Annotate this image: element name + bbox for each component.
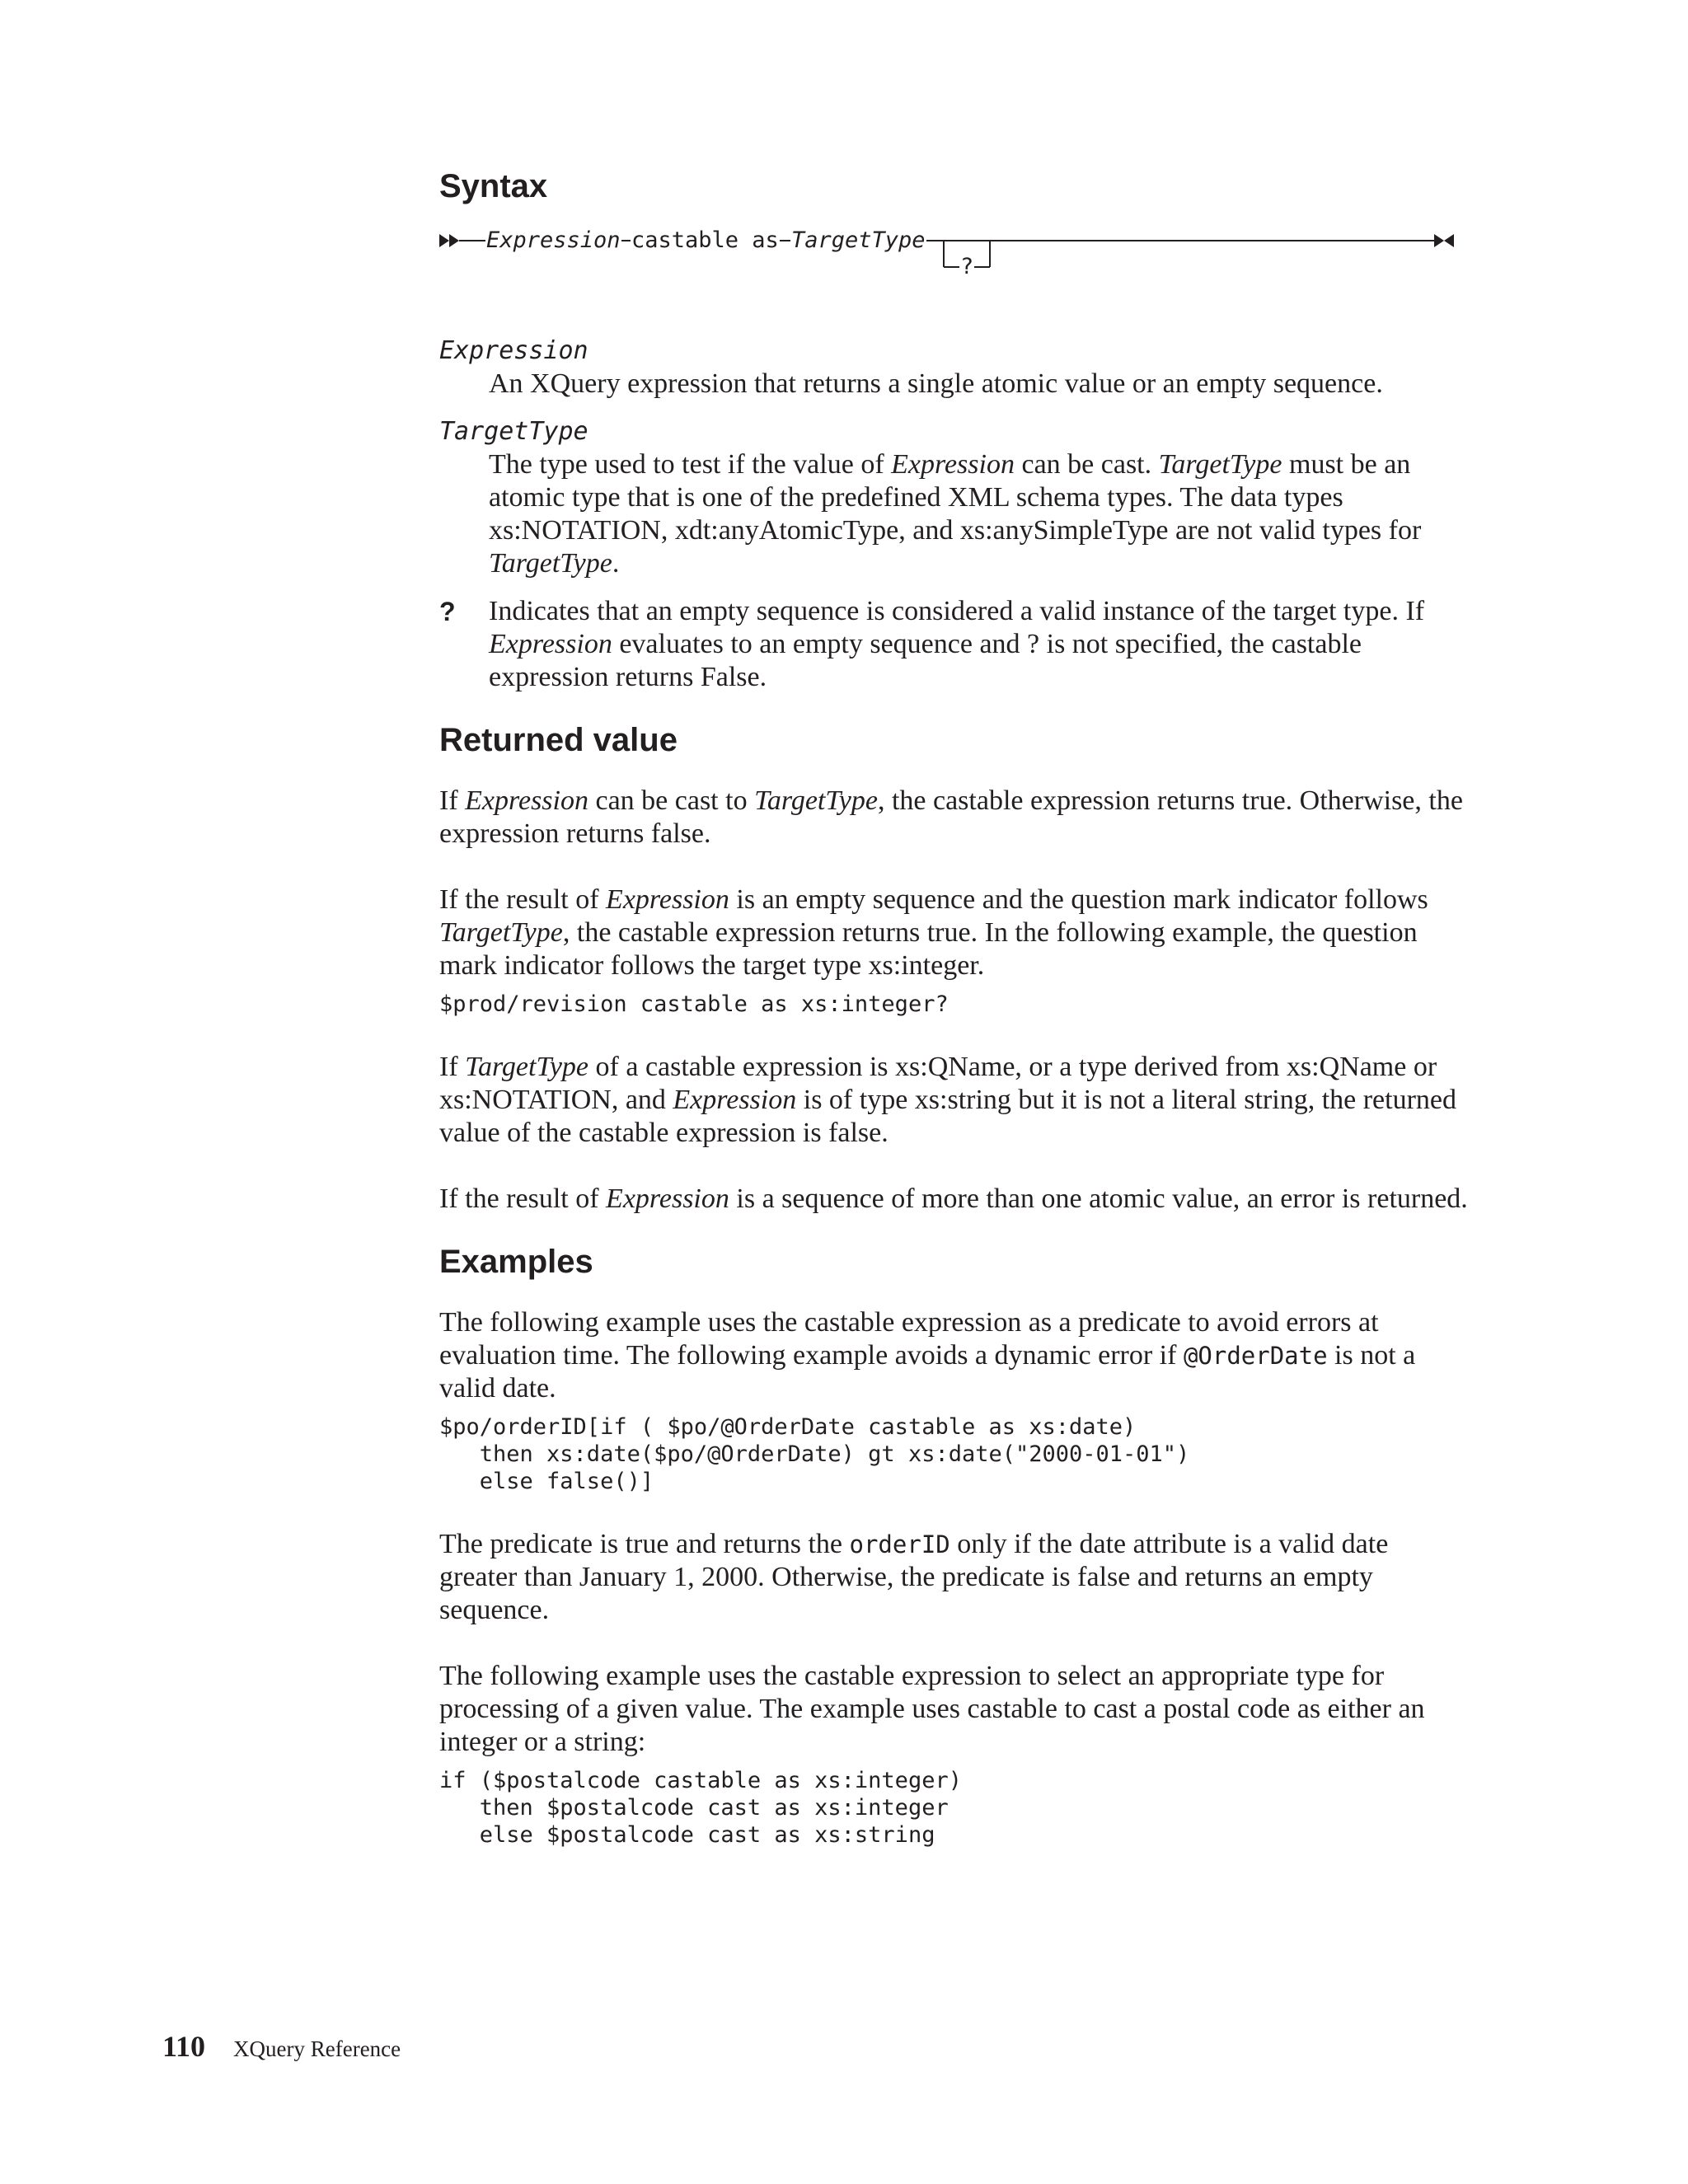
desc-expression: An XQuery expression that returns a single atomic value or an empty sequence. [489,368,1383,399]
section-heading-examples: Examples [439,1244,593,1280]
start-arrowhead-1 [439,234,449,247]
code-example-orderdate: $po/orderID[if ( $po/@OrderDate castable as xs:date) then xs:date($po/@OrderDate) gt xs:date("2000-01-01") else false()] [439,1414,1190,1494]
code-example-revision: $prod/revision castable as xs:integer? [439,991,949,1017]
start-arrowhead-2 [449,234,459,247]
code-example-postalcode: if ($postalcode castable as xs:integer) then $postalcode cast as xs:integer else $postalcode cast as xs:string [439,1768,962,1848]
page-footer [162,2029,401,2064]
page-number: 110 [162,2030,206,2063]
examples-paragraph-2: The predicate is true and returns the orderID only if the date attribute is a valid date greater than January 1, 2000. Otherwise, the predicate is false and returns an empty sequence. [439,1529,1389,1625]
page-content [439,165,1470,1849]
desc-question-mark: Indicates that an empty sequence is considered a valid instance of the target type. If Expression evaluates to an empty sequence and ? is not specified, the castable expression returns False. [489,596,1425,692]
end-arrowhead-reverse [1444,234,1454,247]
term-expression: Expression [439,336,588,365]
examples-paragraph-1: The following example uses the castable expression as a predicate to avoid errors at evaluation time. The following example avoids a dynamic error if @OrderDate is not a valid date. [439,1307,1416,1404]
returned-value-paragraph-1: If Expression can be cast to TargetType, the castable expression returns true. Otherwise, the expression returns false. [439,785,1463,849]
section-heading-syntax: Syntax [439,168,548,204]
diagram-targettype-label: TargetType [791,227,926,253]
definition-expression [439,335,1470,401]
returned-value-paragraph-4: If the result of Expression is a sequence of more than one atomic value, an error is returned. [439,1183,1468,1214]
end-arrowhead [1434,234,1444,247]
diagram-expression-label: Expression [486,227,621,253]
examples-paragraph-3: The following example uses the castable expression to select an appropriate type for processing of a given value. The example uses castable to cast a postal code as either an integer or a string: [439,1661,1425,1757]
book-title: XQuery Reference [233,2036,401,2061]
diagram-optional-label: ? [960,254,974,279]
definition-targettype [439,415,1470,580]
returned-value-paragraph-3: If TargetType of a castable expression is xs:QName, or a type derived from xs:QName or xs:NOTATION, and Expression is of type xs:string but it is not a literal string, the returned value of the castable expression is false. [439,1052,1457,1148]
diagram-keyword-label: castable as [631,227,779,253]
term-question-mark: ? [439,597,456,626]
desc-targettype: The type used to test if the value of Expression can be cast. TargetType must be an atomic type that is one of the predefined XML schema types. The data types xs:NOTATION, xdt:anyAtomicType, and xs:anySimpleType are not valid types for TargetType. [489,449,1422,579]
term-targettype: TargetType [439,417,588,446]
definition-question-mark [439,595,1470,694]
syntax-diagram [439,227,1470,315]
section-heading-returned-value: Returned value [439,722,678,758]
returned-value-paragraph-2: If the result of Expression is an empty sequence and the question mark indicator follows TargetType, the castable expression returns true. In the following example, the question mark indicator follows the target type xs:integer. [439,884,1428,981]
